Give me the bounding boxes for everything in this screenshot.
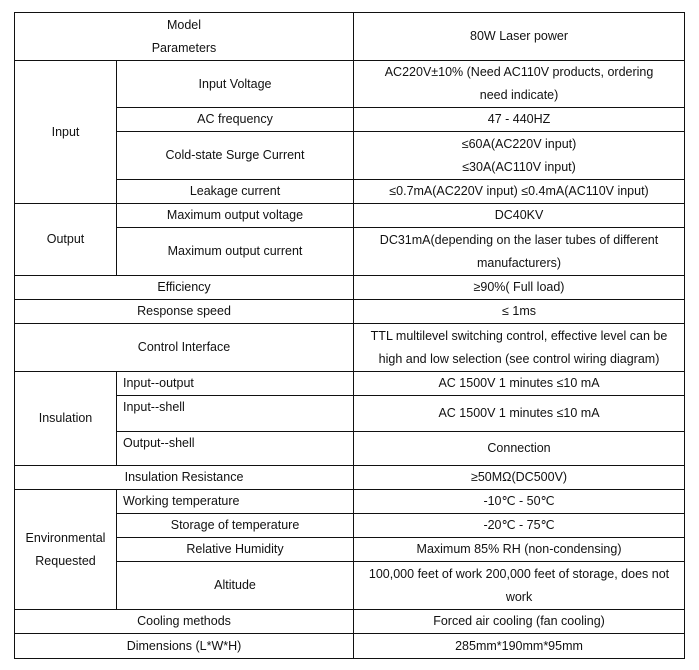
output-group-label: Output: [15, 204, 117, 276]
table-row: [15, 490, 685, 514]
cooling-methods-value: Forced air cooling (fan cooling): [354, 610, 685, 634]
efficiency-label: Efficiency: [15, 276, 354, 300]
max-output-voltage-value: DC40KV: [354, 204, 685, 228]
response-speed-value: ≤ 1ms: [354, 300, 685, 324]
header-parameters-cell: Model Parameters: [15, 13, 354, 61]
relative-humidity-label: Relative Humidity: [117, 538, 354, 562]
input-voltage-label: Input Voltage: [117, 61, 354, 108]
surge-current-label: Cold-state Surge Current: [117, 132, 354, 180]
input-output-value: AC 1500V 1 minutes ≤10 mA: [354, 372, 685, 396]
efficiency-value: ≥90%( Full load): [354, 276, 685, 300]
input-group-label: Input: [15, 61, 117, 204]
working-temperature-value: -10℃ - 50℃: [354, 490, 685, 514]
table-row: [15, 204, 685, 228]
altitude-label: Altitude: [117, 562, 354, 610]
altitude-value: 100,000 feet of work 200,000 feet of storage, does not work: [354, 562, 685, 610]
table-row: [15, 634, 685, 659]
leakage-current-value: ≤0.7mA(AC220V input) ≤0.4mA(AC110V input): [354, 180, 685, 204]
output-shell-label: Output--shell: [117, 432, 354, 466]
surge-current-value: ≤60A(AC220V input) ≤30A(AC110V input): [354, 132, 685, 180]
header-model-cell: 80W Laser power: [354, 13, 685, 61]
max-output-voltage-label: Maximum output voltage: [117, 204, 354, 228]
input-voltage-value: AC220V±10% (Need AC110V products, ordering need indicate): [354, 61, 685, 108]
working-temperature-label: Working temperature: [117, 490, 354, 514]
table-row: [15, 276, 685, 300]
input-shell-label: Input--shell: [117, 396, 354, 432]
insulation-resistance-label: Insulation Resistance: [15, 466, 354, 490]
table-row: [15, 372, 685, 396]
input-shell-value: AC 1500V 1 minutes ≤10 mA: [354, 396, 685, 432]
cooling-methods-label: Cooling methods: [15, 610, 354, 634]
ac-frequency-label: AC frequency: [117, 108, 354, 132]
table-row: [15, 466, 685, 490]
environment-group-label: Environmental Requested: [15, 490, 117, 610]
storage-temperature-label: Storage of temperature: [117, 514, 354, 538]
table-row: [15, 324, 685, 372]
response-speed-label: Response speed: [15, 300, 354, 324]
dimensions-label: Dimensions (L*W*H): [15, 634, 354, 659]
output-shell-value: Connection: [354, 432, 685, 466]
relative-humidity-value: Maximum 85% RH (non-condensing): [354, 538, 685, 562]
storage-temperature-value: -20℃ - 75℃: [354, 514, 685, 538]
insulation-group-label: Insulation: [15, 372, 117, 466]
max-output-current-label: Maximum output current: [117, 228, 354, 276]
leakage-current-label: Leakage current: [117, 180, 354, 204]
table-row: [15, 610, 685, 634]
ac-frequency-value: 47 - 440HZ: [354, 108, 685, 132]
table-row: [15, 61, 685, 108]
control-interface-label: Control Interface: [15, 324, 354, 372]
max-output-current-value: DC31mA(depending on the laser tubes of different manufacturers): [354, 228, 685, 276]
insulation-resistance-value: ≥50MΩ(DC500V): [354, 466, 685, 490]
input-output-label: Input--output: [117, 372, 354, 396]
table-row: [15, 13, 685, 61]
control-interface-value: TTL multilevel switching control, effective level can be high and low selection (see control wiring diagram): [354, 324, 685, 372]
dimensions-value: 285mm*190mm*95mm: [354, 634, 685, 659]
spec-table: [14, 12, 685, 659]
table-row: [15, 300, 685, 324]
